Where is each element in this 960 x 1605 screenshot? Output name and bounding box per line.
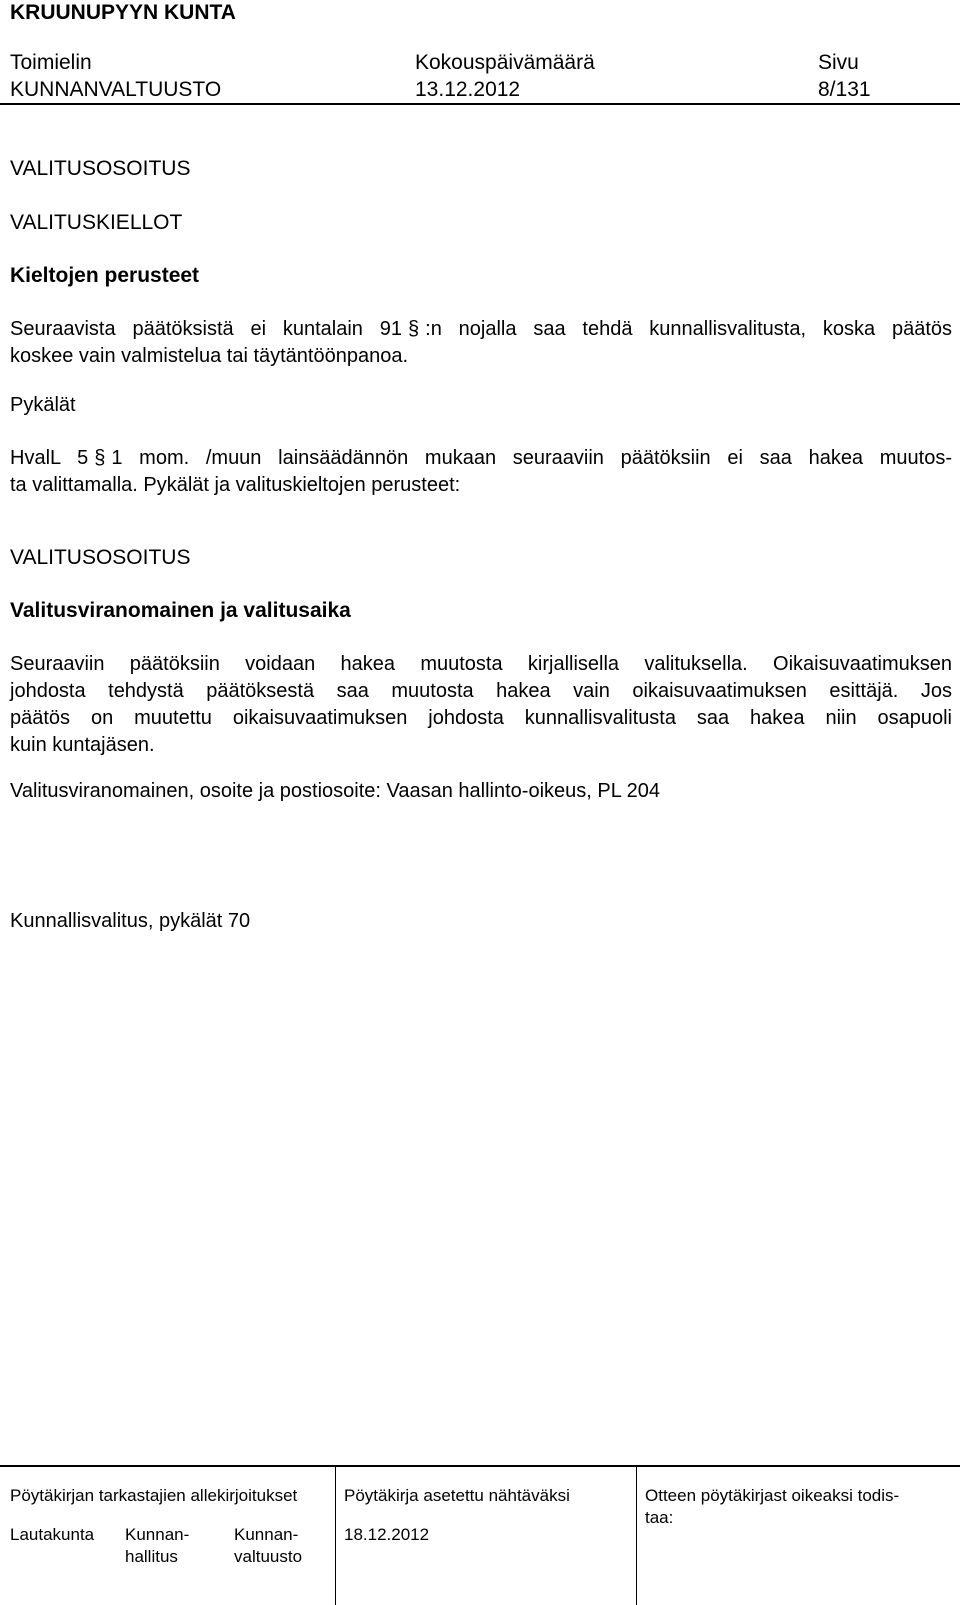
paragraph-line: päätös on muutettu oikaisuvaatimuksen johdosta kunnallisvalitusta saa hakea niin osapuoli (10, 707, 952, 729)
footer-signatures-heading: Pöytäkirjan tarkastajien allekirjoitukset (10, 1486, 298, 1505)
subheading-kieltojen-perusteet: Kieltojen perusteet (10, 264, 200, 287)
pykalat-label: Pykälät (10, 394, 76, 416)
paragraph-line: kuin kuntajäsen. (10, 734, 155, 756)
footer-column-divider (335, 1465, 336, 1605)
paragraph-text: HvalL 5 (10, 447, 89, 469)
paragraph-line: koskee vain valmistelua tai täytäntöönpanoa. (10, 345, 409, 367)
header-page-value: 8/131 (818, 78, 871, 101)
signature-label-line: valtuusto (234, 1547, 303, 1566)
signature-kunnanvaltuusto (234, 1524, 302, 1568)
paragraph-text: :n nojalla saa tehdä kunnallisvalitusta, koska päätös (425, 318, 952, 340)
heading-valitusosoitus-2: VALITUSOSOITUS (10, 546, 191, 569)
paragraph-line: johdosta tehdystä päätöksestä saa muutosta hakea vain oikaisuvaatimuksen esittäjä. Jos (10, 680, 952, 702)
paragraph-line: ta valittamalla. Pykälät ja valituskieltojen perusteet: (10, 474, 461, 496)
header-date-label: Kokouspäivämäärä (415, 51, 595, 74)
footer-certification-line: Otteen pöytäkirjast oikeaksi todis- (645, 1486, 900, 1505)
header-page-label: Sivu (818, 51, 859, 74)
section-sign: § (408, 318, 420, 340)
paragraph-kuntalaki (10, 316, 952, 370)
footer-divider (0, 1465, 960, 1467)
footer-posted-heading: Pöytäkirja asetettu nähtäväksi (344, 1486, 570, 1505)
header-divider (0, 103, 960, 105)
header-body-value: KUNNANVALTUUSTO (10, 78, 222, 101)
organization-name: KRUUNUPYYN KUNTA (10, 1, 236, 24)
heading-valituskiellot: VALITUSKIELLOT (10, 211, 183, 234)
signature-label-line: hallitus (125, 1547, 178, 1566)
footer-column-divider (636, 1465, 637, 1605)
header-date-value: 13.12.2012 (415, 78, 521, 101)
paragraph-line (10, 445, 952, 472)
header-body-label: Toimielin (10, 51, 92, 74)
paragraph-text: 1 mom. /muun lainsäädännön mukaan seuraaviin päätöksiin ei saa hakea muutos- (111, 447, 952, 469)
paragraph-kunnallisvalitus: Kunnallisvalitus, pykälät 70 (10, 910, 251, 932)
paragraph-viranomainen-osoite: Valitusviranomainen, osoite ja postiosoite: Vaasan hallinto-oikeus, PL 204 (10, 780, 661, 802)
heading-valitusosoitus: VALITUSOSOITUS (10, 157, 191, 180)
paragraph-line (10, 316, 952, 343)
footer-posted-date: 18.12.2012 (344, 1525, 430, 1544)
footer-certification-heading (645, 1485, 950, 1529)
paragraph-line: Seuraaviin päätöksiin voidaan hakea muutosta kirjallisella valituksella. Oikaisuvaatimuksen (10, 653, 952, 675)
signature-label-line: Kunnan- (234, 1525, 299, 1544)
paragraph-muutoksenhaku (10, 651, 952, 759)
footer-certification-line: taa: (645, 1508, 674, 1527)
subheading-valitusviranomainen: Valitusviranomainen ja valitusaika (10, 599, 351, 622)
signature-kunnanhallitus (125, 1524, 189, 1568)
paragraph-text: Seuraavista päätöksistä ei kuntalain 91 (10, 318, 403, 340)
signature-label-line: Kunnan- (125, 1525, 190, 1544)
signature-lautakunta: Lautakunta (10, 1525, 95, 1544)
paragraph-hvall (10, 445, 952, 499)
section-sign: § (94, 447, 106, 469)
